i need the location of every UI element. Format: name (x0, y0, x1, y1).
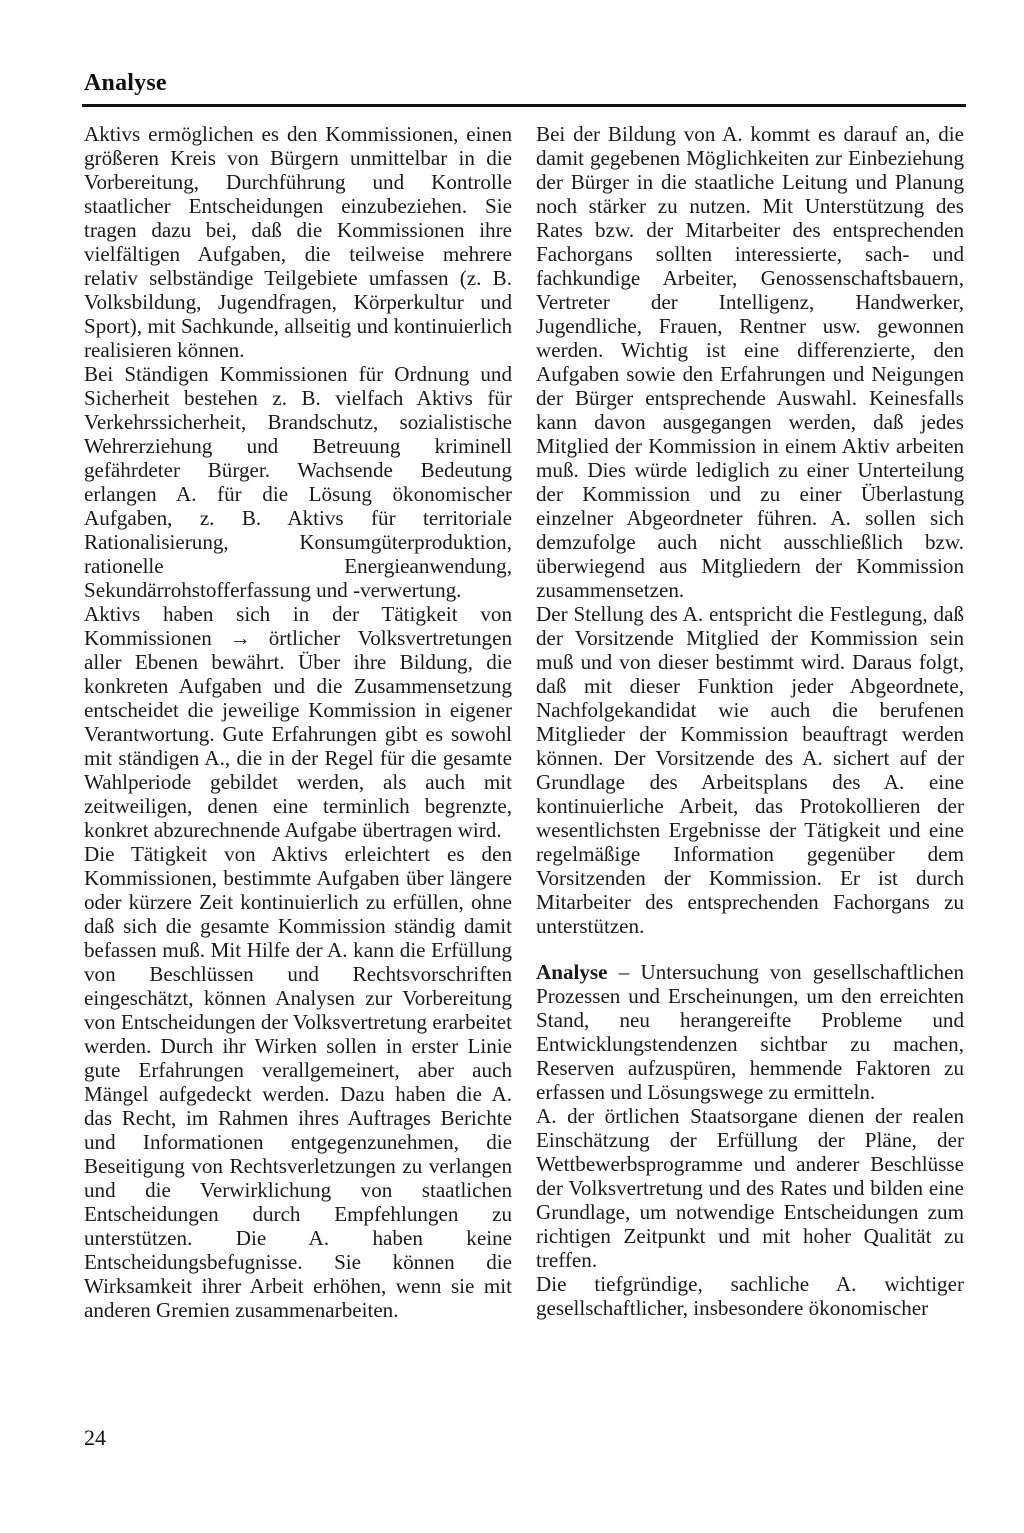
right-column (536, 122, 964, 1320)
paragraph: Aktivs ermöglichen es den Kommissionen, einen größeren Kreis von Bürgern unmittelbar in die Vorbereitung, Durchführung und Kontrolle staatlicher Entscheidungen einzubeziehen. Sie tragen dazu bei, daß die Kommissionen ihre vielfältigen Aufgaben, die teilweise mehrere relativ selbständige Teilgebiete umfassen (z. B. Volksbildung, Jugendfragen, Körperkultur und Sport), mit Sachkunde, allseitig und kontinuierlich realisieren können. (84, 122, 512, 362)
entry-definition: – Untersuchung von gesellschaftlichen Prozessen und Erscheinungen, um den erreichten Stand, neu herangereifte Probleme und Entwicklungstendenzen sichtbar zu machen, Reserven aufzuspüren, hemmende Faktoren zu erfassen und Lösungswege zu ermitteln. (536, 960, 964, 1104)
paragraph: Die Tätigkeit von Aktivs erleichtert es den Kommissionen, bestimmte Aufgaben über längere oder kürzere Zeit kontinuierlich zu erfüllen, ohne daß sich die gesamte Kommission ständig damit befassen muß. Mit Hilfe der A. kann die Erfüllung von Beschlüssen und Rechtsvorschriften eingeschätzt, können Analysen zur Vorbereitung von Entscheidungen der Volksvertretung erarbeitet werden. Durch ihr Wirken sollen in erster Linie gute Erfahrungen verallgemeinert, aber auch Mängel aufgedeckt werden. Dazu haben die A. das Recht, im Rahmen ihres Auftrages Berichte und Informationen entgegenzunehmen, die Beseitigung von Rechtsverletzungen zu verlangen und die Verwirklichung von staatlichen Entscheidungen durch Empfehlungen zu unterstützen. Die A. haben keine Entscheidungsbefugnisse. Sie können die Wirksamkeit ihrer Arbeit erhöhen, wenn sie mit anderen Gremien zusammenarbeiten. (84, 842, 513, 1322)
paragraph: Der Stellung des A. entspricht die Festlegung, daß der Vorsitzende Mitglied der Kommission sein muß und von dieser bestimmt wird. Daraus folgt, daß mit dieser Funktion jeder Abgeordnete, Nachfolgekandidat wie auch die berufenen Mitglieder der Kommission beauftragt werden können. Der Vorsitzende des A. sichert auf der Grundlage des Arbeitsplans des A. eine kontinuierliche Arbeit, das Protokollieren der wesentlichsten Ergebnisse der Tätigkeit und eine regelmäßige Information gegenüber dem Vorsitzenden der Kommission. Er ist durch Mitarbeiter des entsprechenden Fachorgans zu unterstützen. (536, 602, 964, 938)
paragraph: Bei Ständigen Kommissionen für Ordnung und Sicherheit bestehen z. B. vielfach Aktivs für Verkehrssicherheit, Brandschutz, sozialistische Wehrerziehung und Betreuung kriminell gefährdeter Bürger. Wachsende Bedeutung erlangen A. für die Lösung ökonomischer Aufgaben, z. B. Aktivs für territoriale Rationalisierung, Konsumgüterproduktion, rationelle Energieanwendung, Sekundärrohstofferfassung und -verwertung. (84, 362, 512, 602)
paragraph: Bei der Bildung von A. kommt es darauf an, die damit gegebenen Möglichkeiten zur Einbeziehung der Bürger in die staatliche Leitung und Planung noch stärker zu nutzen. Mit Unterstützung des Rates bzw. der Mitarbeiter des entsprechenden Fachorgans sollten interessierte, sach- und fachkundige Arbeiter, Genossenschaftsbauern, Vertreter der Intelligenz, Handwerker, Jugendliche, Frauen, Rentner usw. gewonnen werden. Wichtig ist eine differenzierte, den Aufgaben sowie den Erfahrungen und Neigungen der Bürger entsprechende Auswahl. Keinesfalls kann davon ausgegangen werden, daß jedes Mitglied der Kommission in einem Aktiv arbeiten muß. Dies würde lediglich zu einer Unterteilung der Kommission und zu einer Überlastung einzelner Abgeordneter führen. A. sollen sich demzufolge auch nicht ausschließlich bzw. überwiegend aus Mitgliedern der Kommission zusammensetzen. (536, 122, 964, 602)
dictionary-entry (536, 960, 964, 1104)
page-number: 24 (84, 1425, 106, 1450)
left-column (84, 122, 512, 1322)
header-rule (82, 104, 966, 107)
running-head: Analyse (84, 70, 167, 96)
paragraph: A. der örtlichen Staatsorgane dienen der realen Einschätzung der Erfüllung der Pläne, der Wettbewerbsprogramme und anderer Beschlüsse der Volksvertretung und des Rates und bilden eine Grundlage, um notwendige Entscheidungen zum richtigen Zeitpunkt und mit hoher Qualität zu treffen. (536, 1104, 964, 1272)
entry-lemma: Analyse (536, 960, 608, 984)
paragraph: Die tiefgründige, sachliche A. wichtiger gesellschaftlicher, insbesondere ökonomischer (536, 1272, 964, 1320)
paragraph: Aktivs haben sich in der Tätigkeit von Kommissionen → örtlicher Volksvertretungen aller Ebenen bewährt. Über ihre Bildung, die konkreten Aufgaben und die Zusammensetzung entscheidet die jeweilige Kommission in eigener Verantwortung. Gute Erfahrungen gibt es sowohl mit ständigen A., die in der Regel für die gesamte Wahlperiode gebildet werden, als auch mit zeitweiligen, denen eine terminlich begrenzte, konkret abzurechnende Aufgabe übertragen wird. (84, 602, 512, 842)
